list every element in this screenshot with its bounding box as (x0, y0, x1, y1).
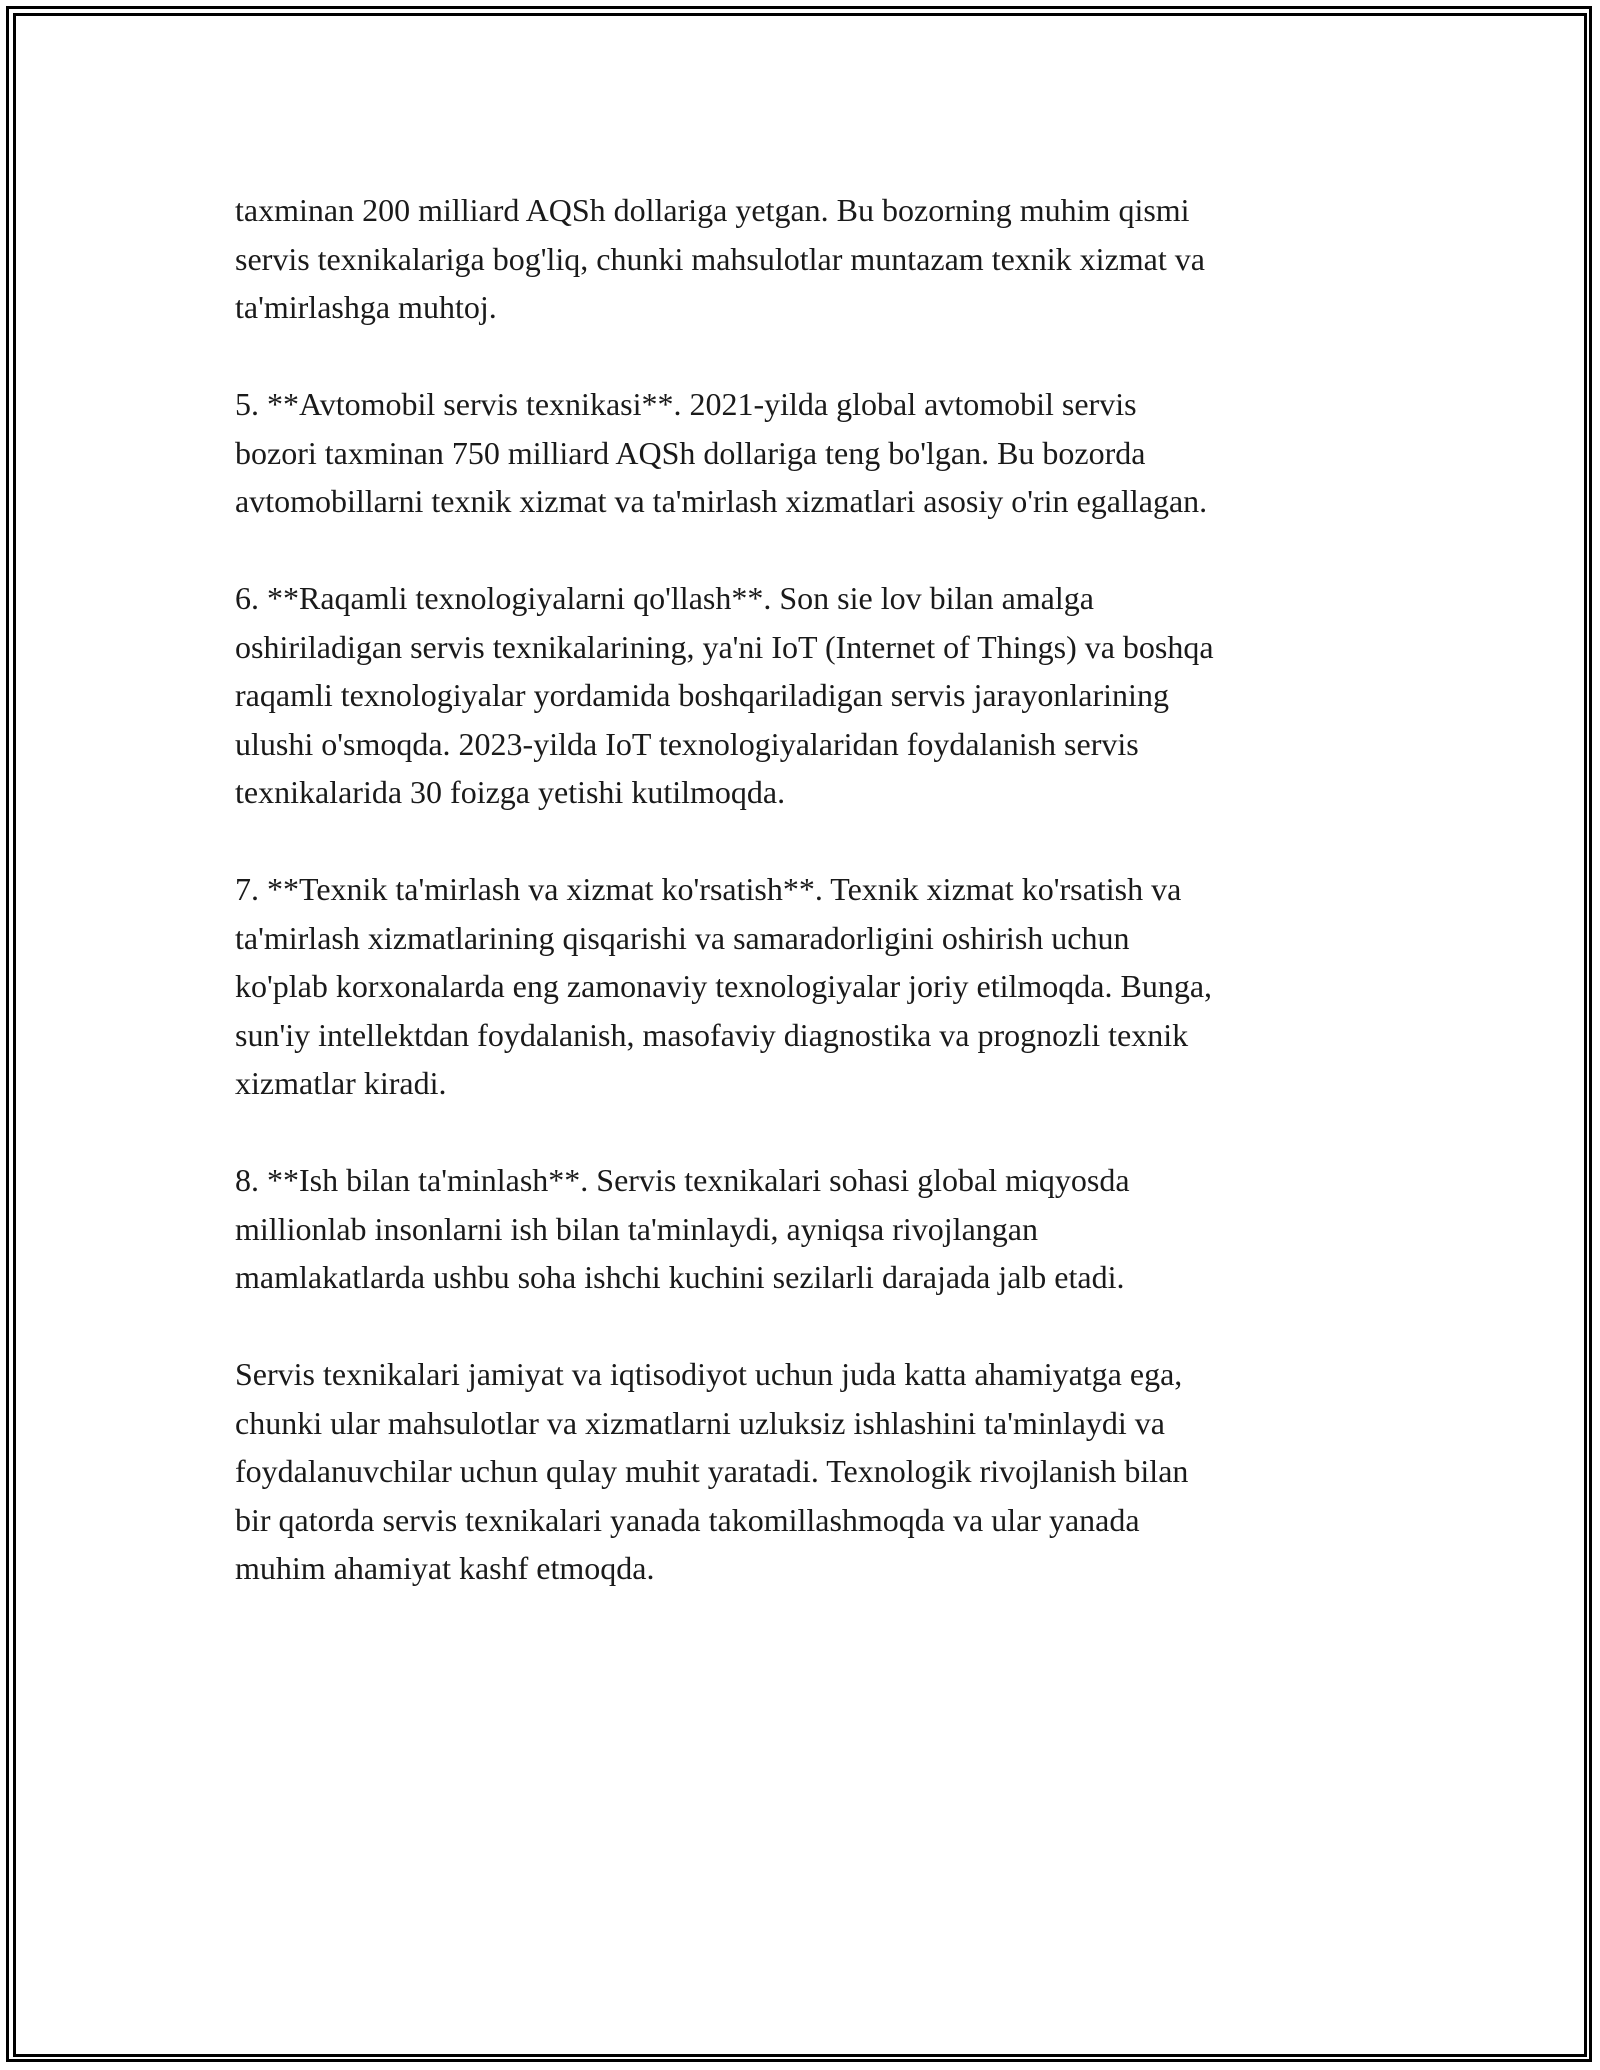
text-line: raqamli texnologiyalar yordamida boshqariladigan servis jarayonlarining (235, 677, 1169, 713)
text-line: millionlab insonlarni ish bilan ta'minlaydi, ayniqsa rivojlangan (235, 1210, 1038, 1247)
paragraph-item-5-automotive-service (235, 380, 1365, 526)
paragraph-item-8-employment (235, 1156, 1365, 1302)
text-line: avtomobillarni texnik xizmat va ta'mirlash xizmatlari asosiy o'rin egallagan. (235, 483, 1208, 519)
text-line: servis texnikalariga bog'liq, chunki mahsulotlar muntazam texnik xizmat va (235, 240, 1205, 277)
paragraph-market-intro (235, 186, 1365, 332)
text-line: muhim ahamiyat kashf etmoqda. (235, 1550, 655, 1586)
text-line: 6. **Raqamli texnologiyalarni qo'llash**. Son sie lov bilan amalga (235, 580, 1094, 616)
document-body (235, 186, 1365, 1641)
paragraph-item-7-repair-and-maintenance (235, 865, 1365, 1108)
paragraph-item-6-digital-technologies (235, 574, 1365, 817)
text-line: Servis texnikalari jamiyat va iqtisodiyot uchun juda katta ahamiyatga ega, (235, 1356, 1183, 1392)
text-line: ta'mirlash xizmatlarining qisqarishi va samaradorligini oshirish uchun (235, 919, 1130, 956)
text-line: 5. **Avtomobil servis texnikasi**. 2021-yilda global avtomobil servis (235, 386, 1137, 422)
text-line: 8. **Ish bilan ta'minlash**. Servis texnikalari sohasi global miqyosda (235, 1162, 1130, 1198)
text-line: texnikalarida 30 foizga yetishi kutilmoqda. (235, 774, 786, 810)
text-line: oshiriladigan servis texnikalarining, ya'ni IoT (Internet of Things) va boshqa (235, 628, 1214, 665)
text-line: foydalanuvchilar uchun qulay muhit yaratadi. Texnologik rivojlanish bilan (235, 1453, 1189, 1489)
text-line: bir qatorda servis texnikalari yanada takomillashmoqda va ular yanada (235, 1501, 1140, 1538)
text-line: ta'mirlashga muhtoj. (235, 289, 497, 325)
text-line: ko'plab korxonalarda eng zamonaviy texnologiyalar joriy etilmoqda. Bunga, (235, 968, 1213, 1004)
text-line: bozori taxminan 750 milliard AQSh dollariga teng bo'lgan. Bu bozorda (235, 434, 1146, 471)
text-line: chunki ular mahsulotlar va xizmatlarni uzluksiz ishlashini ta'minlaydi va (235, 1404, 1165, 1441)
paragraph-conclusion (235, 1350, 1365, 1593)
text-line: ulushi o'smoqda. 2023-yilda IoT texnologiyalaridan foydalanish servis (235, 725, 1139, 762)
text-line: 7. **Texnik ta'mirlash va xizmat ko'rsatish**. Texnik xizmat ko'rsatish va (235, 871, 1182, 907)
text-line: sun'iy intellektdan foydalanish, masofaviy diagnostika va prognozli texnik (235, 1016, 1189, 1053)
text-line: taxminan 200 milliard AQSh dollariga yetgan. Bu bozorning muhim qismi (235, 192, 1190, 228)
text-line: xizmatlar kiradi. (235, 1065, 447, 1101)
text-line: mamlakatlarda ushbu soha ishchi kuchini sezilarli darajada jalb etadi. (235, 1259, 1125, 1295)
